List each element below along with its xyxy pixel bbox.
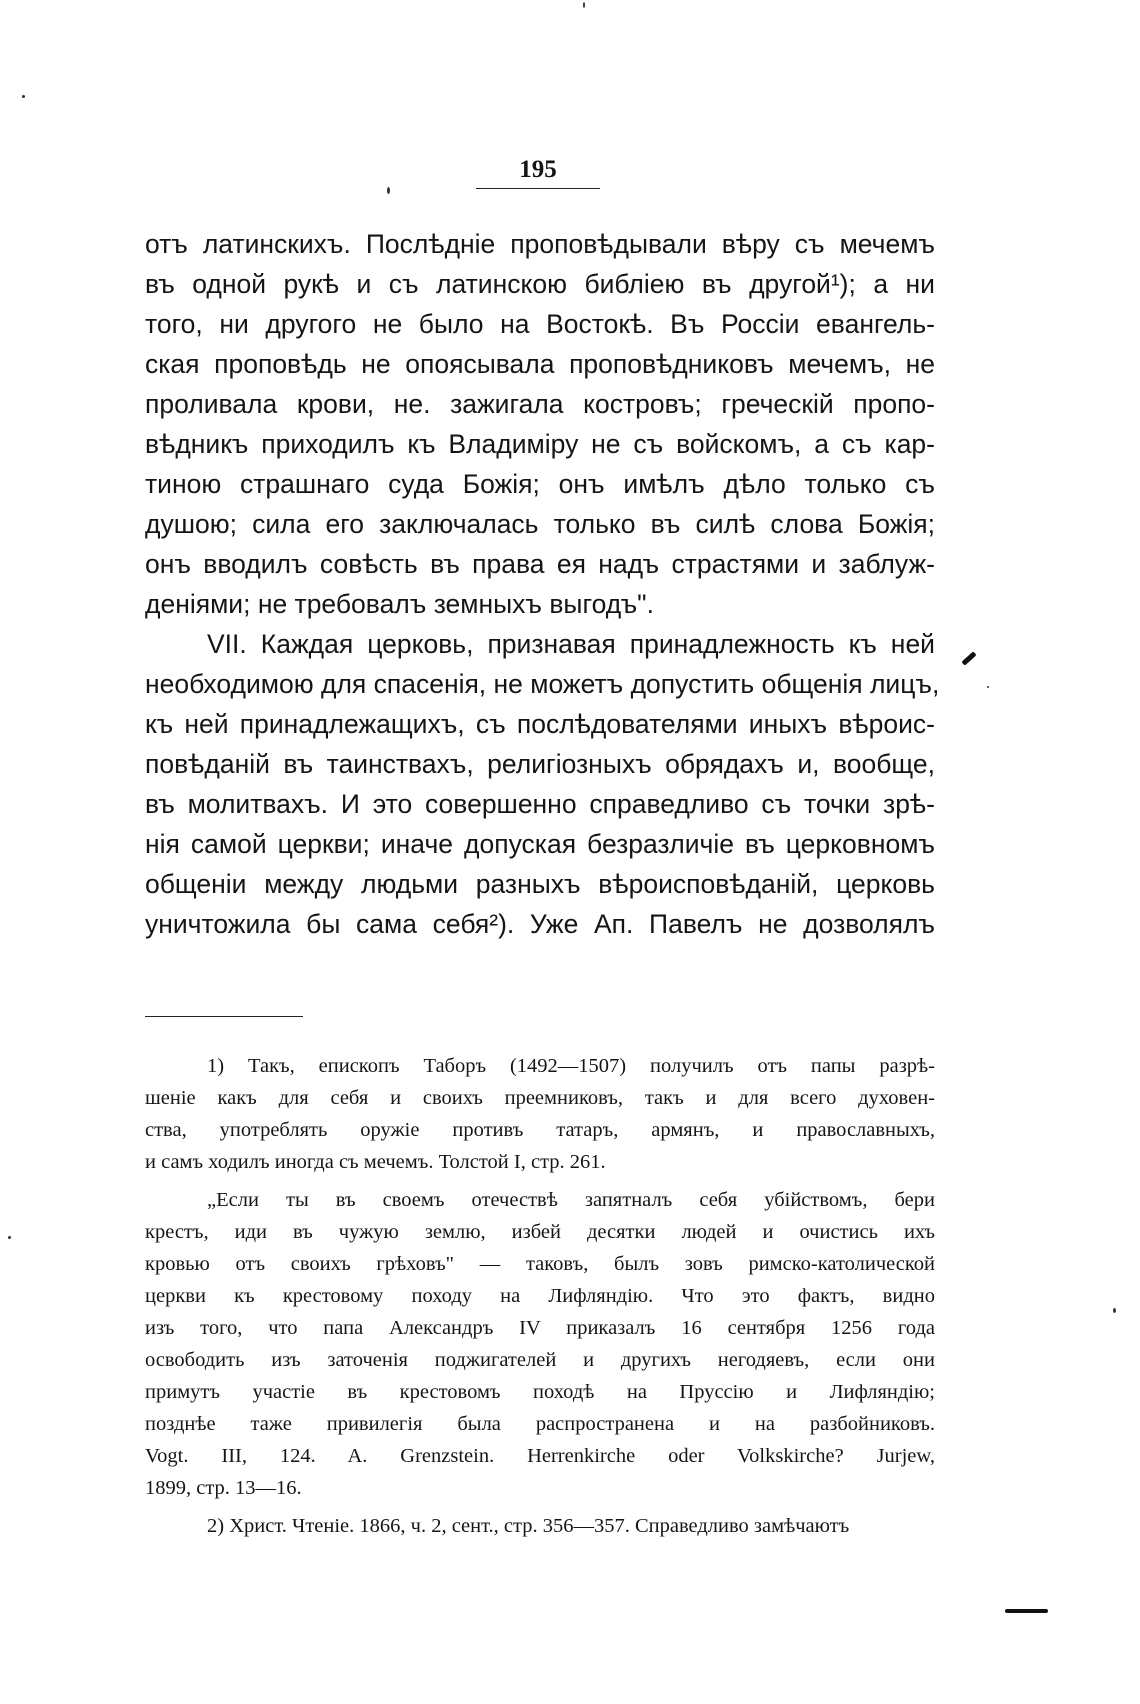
speck bbox=[987, 686, 989, 688]
margin-pen-mark bbox=[961, 651, 976, 665]
body-line: въ молитвахъ. И это совершенно справедливо съ точки зрѣ- bbox=[145, 789, 935, 819]
body-line: въ одной рукѣ и съ латинскою библіею въ другой¹); а ни bbox=[145, 269, 935, 299]
footnote-line: и самъ ходилъ иногда съ мечемъ. Толстой I, стр. 261. bbox=[145, 1151, 606, 1173]
body-line: повѣданій въ таинствахъ, религіозныхъ обрядахъ и, вообще, bbox=[145, 749, 935, 779]
body-line: нія самой церкви; иначе допуская безразличіе въ церковномъ bbox=[145, 829, 935, 859]
footnotes bbox=[145, 1050, 935, 1542]
page-number: 195 bbox=[476, 156, 600, 189]
speck bbox=[1113, 1308, 1116, 1313]
footnote-line: крестъ, иди въ чужую землю, избей десятки людей и очистись ихъ bbox=[145, 1221, 935, 1243]
footnote-line: 1899, стр. 13—16. bbox=[145, 1477, 302, 1499]
body-line: къ ней принадлежащихъ, съ послѣдователями иныхъ вѣроис- bbox=[145, 709, 935, 739]
footnote-divider bbox=[145, 1016, 303, 1017]
body-line: вѣдникъ приходилъ къ Владиміру не съ войскомъ, а съ кар- bbox=[145, 429, 935, 459]
body-line: тиною страшнаго суда Божія; онъ имѣлъ дѣло только съ bbox=[145, 469, 935, 499]
body-line: общеніи между людьми разныхъ вѣроисповѣданій, церковь bbox=[145, 869, 935, 899]
body-line: ская проповѣдь не опоясывала проповѣдниковъ мечемъ, не bbox=[145, 349, 935, 379]
body-line: проливала крови, не. зажигала костровъ; греческій пропо- bbox=[145, 389, 935, 419]
body-line: онъ вводилъ совѣсть въ права ея надъ страстями и заблуж- bbox=[145, 549, 935, 579]
footnote-line: Vogt. III, 124. A. Grenzstein. Herrenkirche oder Volkskirche? Jurjew, bbox=[145, 1445, 935, 1467]
body-line: деніями; не требовалъ земныхъ выгодъ". bbox=[145, 589, 654, 619]
footnote-line: 1) Такъ, епископъ Таборъ (1492—1507) получилъ отъ папы разрѣ- bbox=[207, 1055, 935, 1077]
margin-dash-mark bbox=[1005, 1609, 1048, 1613]
footnote-line: кровью отъ своихъ грѣховъ" — таковъ, былъ зовъ римско-католической bbox=[145, 1253, 935, 1275]
body-line: отъ латинскихъ. Послѣдніе проповѣдывали вѣру съ мечемъ bbox=[145, 229, 935, 259]
speck bbox=[583, 2, 585, 8]
footnote-line: примутъ участіе въ крестовомъ походѣ на Пруссію и Лифляндію; bbox=[145, 1381, 935, 1403]
body-line: того, ни другого не было на Востокѣ. Въ Россіи евангель- bbox=[145, 309, 935, 339]
speck bbox=[8, 1236, 11, 1239]
section-heading-line: VII. Каждая церковь, признавая принадлежность къ ней bbox=[207, 629, 935, 659]
body-line: необходимою для спасенія, не можетъ допустить общенія лицъ, bbox=[145, 669, 940, 699]
footnote-line: 2) Христ. Чтеніе. 1866, ч. 2, сент., стр. 356—357. Справедливо замѣчаютъ bbox=[207, 1515, 850, 1537]
footnote-line: „Если ты въ своемъ отечествѣ запятналъ себя убійствомъ, бери bbox=[207, 1189, 935, 1211]
body-line: уничтожила бы сама себя²). Уже Ап. Павелъ не дозволялъ bbox=[145, 909, 935, 939]
speck bbox=[22, 95, 25, 98]
footnote-line: позднѣе таже привилегія была распространена и на разбойниковъ. bbox=[145, 1413, 935, 1435]
body-text bbox=[145, 224, 940, 944]
footnote-line: ства, употреблять оружіе противъ татаръ, армянъ, и православныхъ, bbox=[145, 1119, 935, 1141]
footnote-line: освободить изъ заточенія поджигателей и другихъ негодяевъ, если они bbox=[145, 1349, 935, 1371]
footnote-line: шеніе какъ для себя и своихъ преемниковъ, такъ и для всего духовен- bbox=[145, 1087, 935, 1109]
body-line: душою; сила его заключалась только въ силѣ слова Божія; bbox=[145, 509, 935, 539]
speck bbox=[387, 187, 390, 194]
footnote-line: церкви къ крестовому походу на Лифляндію. Что это фактъ, видно bbox=[145, 1285, 935, 1307]
footnote-line: изъ того, что папа Александръ IV приказалъ 16 сентября 1256 года bbox=[145, 1317, 935, 1339]
